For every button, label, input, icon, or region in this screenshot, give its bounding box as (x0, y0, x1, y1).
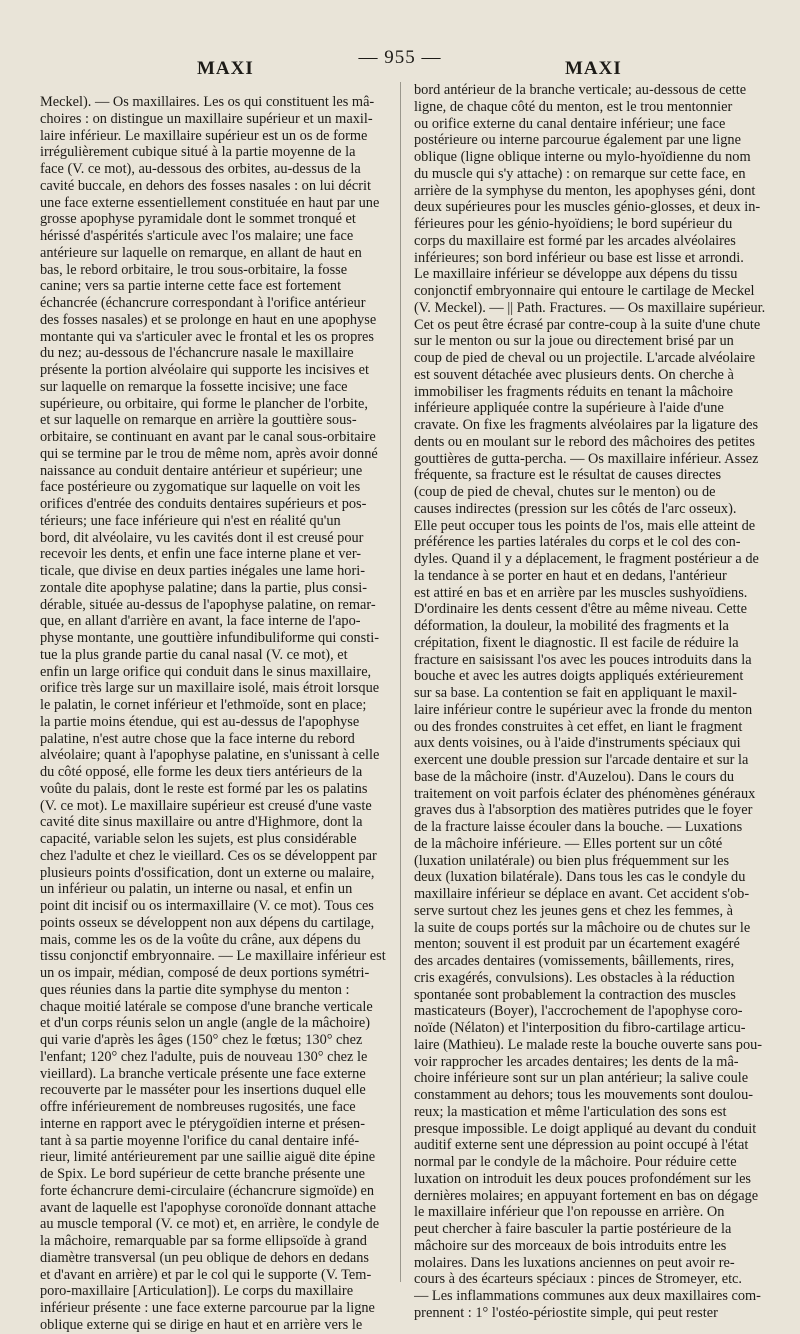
text-line: offre inférieurement de nombreuses rugosités, une face (40, 1099, 356, 1115)
text-line: choires : on distingue un maxillaire supérieur et un maxil- (40, 110, 373, 127)
text-line: de la fracture laisse écouler dans la bouche. — Luxations (414, 819, 743, 835)
text-line: cavité buccale, en dehors des fosses nasales : on lui décrit (40, 177, 371, 194)
text-line: et d'avant en arrière) et par le col qui le supporte (V. Tem- (40, 1266, 372, 1283)
text-line: une face externe essentiellement constituée en haut par une (40, 194, 380, 211)
text-line: luxation on introduit les deux pouces profondément sur les (414, 1170, 752, 1187)
text-line: spontanée sont probablement la contraction des muscles (414, 986, 736, 1003)
text-line: dents ou en moulant sur le rebord des mâchoires des petites (414, 433, 755, 450)
text-line: presque impossible. Le doigt appliqué au devant du conduit (414, 1120, 757, 1137)
text-line: est attiré en bas et en arrière par les muscles sushyoïdiens. (414, 584, 748, 601)
text-line: sur le menton ou sur la joue ou directement brisé par un (414, 333, 734, 350)
text-line: choire inférieure sont sur un plan antérieur; la salive coule (414, 1070, 749, 1087)
left-column (40, 94, 394, 1334)
text-line: cris exagérés, convulsions). Les obstacles à la réduction (414, 969, 735, 986)
text-line: serve surtout chez les jeunes gens et chez les femmes, à (414, 902, 734, 919)
text-line: oblique (ligne oblique interne ou mylo-hyoïdienne du nom (414, 149, 751, 165)
text-line: fracture en saisissant l'os avec les pouces introduits dans la (414, 651, 752, 668)
text-line: — Les inflammations communes aux deux maxillaires com- (414, 1288, 761, 1304)
text-line: inférieures; son bord inférieur ou base est lisse et arrondi. (414, 249, 744, 266)
text-line: des arcades dentaires (vomissements, bâillements, rires, (414, 953, 735, 969)
text-line: un inférieur ou palatin, un interne ou nasal, et enfin un (40, 881, 353, 898)
text-line: hérissé d'aspérités s'articule avec l'os malaire; une face (40, 228, 354, 244)
text-line: inférieur présente : une face externe parcourue par la ligne (40, 1300, 375, 1316)
text-line: alvéolaire; quant à l'apophyse palatine, en s'unissant à celle (40, 747, 380, 764)
text-line: postérieure ou interne parcourue également par une ligne (414, 132, 741, 149)
text-line: fréquente, sa fracture est le résultat de causes directes (414, 467, 722, 484)
text-line: tant à sa partie moyenne l'orifice du canal dentaire infé- (40, 1132, 360, 1149)
text-line: immobiliser les fragments réduits en tenant la mâchoire (414, 383, 734, 400)
text-line: zontale dite apophyse palatine; dans la partie, plus consi- (40, 579, 368, 596)
text-line: supérieure, ou orbitaire, qui forme le plancher de l'orbite, (40, 395, 368, 412)
text-line: orifice très large sur un maxillaire isolé, mais étroit lorsque (40, 680, 380, 697)
text-line: molaires. Dans les luxations anciennes on peut avoir re- (414, 1254, 735, 1271)
text-line: et sur laquelle on remarque en arrière la gouttière sous- (40, 412, 357, 429)
text-line: chaque moitié latérale se compose d'une branche verticale (40, 998, 373, 1015)
text-line: grosse apophyse pyramidale dont le sommet tronqué et (40, 211, 356, 228)
text-line: que, en allant d'arrière en avant, la face interne de l'apo- (40, 613, 361, 630)
text-line: avant de laquelle est l'apophyse coronoïde donnant attache (40, 1199, 376, 1216)
text-line: recevoir les dents, et enfin une face interne plane et ver- (40, 546, 362, 563)
page-number: — 955 — (358, 47, 442, 68)
text-line: D'ordinaire les dents cessent d'être au même niveau. Cette (414, 601, 747, 618)
text-line: Meckel). — Os maxillaires. Les os qui constituent les mâ- (40, 94, 375, 110)
text-line: antérieure sur laquelle on remarque, en allant de haut en (40, 244, 362, 261)
text-line: causes indirectes (pression sur les côtés de l'arc osseux). (414, 500, 737, 517)
text-line: dérable, située au-dessus de l'apophyse palatine, on remar- (40, 596, 376, 613)
running-head-left: MAXI (197, 58, 254, 79)
text-line: voûte du palais, dont le reste est formé par les os palatins (40, 780, 368, 797)
text-line: bouche et avec les autres doigts appliqués extérieurement (414, 668, 744, 685)
text-line: palatine, n'est autre chose que la face interne du rebord (40, 730, 355, 747)
text-line: Elle peut occuper tous les points de l'os, mais elle atteint de (414, 517, 756, 534)
text-line: et d'un corps réunis selon un angle (angle de la mâchoire) (40, 1015, 370, 1032)
text-line: enfin un large orifice qui conduit dans le sinus maxillaire, (40, 663, 372, 680)
text-line: conjonctif embryonnaire qui entoure le cartilage de Meckel (414, 283, 755, 299)
text-line: coup de pied de cheval ou un projectile. L'arcade alvéolaire (414, 350, 756, 366)
text-line: corps du maxillaire est formé par les arcades alvéolaires (414, 232, 736, 249)
text-line: irrégulièrement cubique situé à la partie moyenne de la (40, 144, 356, 161)
text-line: point dit incisif ou os intermaxillaire (V. ce mot). Tous ces (40, 898, 374, 914)
text-line: naissance au conduit dentaire antérieur et supérieur; une (40, 462, 363, 479)
text-line: la mâchoire, remarquable par sa forme ellipsoïde à grand (40, 1233, 367, 1249)
text-line: dernières molaires; en appuyant fortement en bas on dégage (414, 1187, 759, 1204)
text-line: menton; souvent il est produit par un écartement exagéré (414, 936, 740, 953)
text-line: mais, comme les os de la voûte du crâne, aux dépens du (40, 931, 361, 948)
text-line: poro-maxillaire [Articulation]). Le corps du maxillaire (40, 1283, 354, 1300)
text-line: est souvent détachée avec plusieurs dents. On cherche à (414, 366, 734, 383)
text-line: traitement on voit parfois éclater des phénomènes généraux (414, 785, 756, 802)
text-line: exercent une double pression sur l'arcade dentaire et sur la (414, 752, 749, 768)
column-divider (400, 82, 401, 1282)
text-line: constamment au dehors; tous les mouvements sont doulou- (414, 1087, 754, 1103)
text-line: inférieure appliquée contre la supérieure à l'aide d'une (414, 400, 724, 417)
text-line: présente la portion alvéolaire qui supporte les incisives et (40, 362, 370, 378)
text-line: échancrée (échancrure correspondant à l'orifice antérieur (40, 295, 366, 311)
text-line: ticale, que divise en deux parties inégales une lame hori- (40, 563, 366, 579)
text-line: face postérieure ou zygomatique sur laquelle on voit les (40, 479, 361, 496)
text-line: le maxillaire inférieur que l'on repousse en arrière. On (414, 1204, 725, 1221)
text-line: qui varie d'après les âges (150° chez le fœtus; 130° chez (40, 1032, 363, 1048)
text-line: auditif externe sent une dépression au point occupé à l'état (414, 1137, 749, 1154)
text-line: voir rapprocher les arcades dentaires; les dents de la mâ- (414, 1053, 739, 1070)
text-line: des fosses nasales) et se prolonge en haut en une apophyse (40, 311, 377, 328)
text-line: montante qui va s'articuler avec le frontal et les os propres (40, 328, 374, 345)
text-line: un os impair, médian, composé de deux portions symétri- (40, 965, 370, 981)
text-line: la partie moins étendue, qui est au-dessus de l'apophyse (40, 713, 360, 730)
text-line: points osseux se développent non aux dépens du cartilage, (40, 914, 375, 931)
text-line: ou des frondes construites à cet effet, en liant le fragment (414, 718, 743, 735)
text-line: bord, dit alvéolaire, vu les cavités dont il est creusé pour (40, 529, 364, 546)
text-line: ques réunies dans la partie dite symphyse du menton : (40, 981, 350, 998)
text-line: l'enfant; 120° chez l'adulte, puis de nouveau 130° chez le (40, 1048, 368, 1065)
text-line: prennent : 1° l'ostéo-périostite simple, qui peut rester (414, 1304, 718, 1321)
text-line: cravate. On fixe les fragments alvéolaires par la ligature des (414, 417, 759, 433)
text-line: plusieurs points d'ossification, dont un externe ou malaire, (40, 864, 375, 881)
text-line: férieures pour les génio-hyoïdiens; le bord supérieur du (414, 216, 733, 232)
text-line: capacité, variable selon les sujets, est plus considérable (40, 831, 357, 847)
text-line: canine; vers sa partie interne cette face est fortement (40, 278, 342, 295)
text-line: cours à des écarteurs spéciaux : pinces de Stromeyer, etc. (414, 1271, 743, 1288)
text-line: la tendance à se porter en haut et en dedans, l'antérieur (414, 567, 727, 584)
text-line: face (V. ce mot), au-dessous des orbites, au-dessus de la (40, 161, 361, 177)
text-line: deux supérieures pour les muscles génio-glosses, et deux in- (414, 199, 761, 216)
text-line: au muscle temporal (V. ce mot) et, en arrière, le condyle de (40, 1216, 380, 1233)
text-line: recouverte par le masséter pour les insertions duquel elle (40, 1082, 366, 1099)
text-line: tue la plus grande partie du canal nasal (V. ce mot), et (40, 646, 348, 663)
text-line: du côté opposé, elle forme les deux tiers antérieurs de la (40, 764, 363, 780)
text-line: bas, le rebord orbitaire, le trou sous-orbitaire, la fosse (40, 261, 348, 278)
text-line: laire (Mathieu). Le malade reste la bouche ouverte sans pou- (414, 1036, 763, 1053)
text-line: bord antérieur de la branche verticale; au-dessous de cette (414, 82, 747, 98)
text-line: la suite de coups portés sur la mâchoire ou de chutes sur le (414, 919, 751, 936)
text-line: forte échancrure demi-circulaire (échancrure sigmoïde) en (40, 1182, 375, 1199)
text-line: (V. Meckel). — || Path. Fractures. — Os maxillaire supérieur. (414, 299, 766, 316)
text-line: dyles. Quand il y a déplacement, le fragment postérieur a de (414, 551, 759, 567)
text-line: (coup de pied de cheval, chutes sur le menton) ou de (414, 484, 716, 500)
text-line: orbitaire, se continuant en avant par le canal sous-orbitaire (40, 429, 376, 445)
text-line: crépitation, fixent le diagnostic. Il est facile de réduire la (414, 634, 739, 651)
text-line: noïde (Nélaton) et l'interposition du fibro-cartilage articu- (414, 1020, 746, 1036)
text-line: physe montante, une gouttière infundibuliforme qui consti- (40, 630, 379, 646)
text-line: oblique externe qui se dirige en haut et en arrière vers le (40, 1316, 363, 1333)
text-line: diamètre transversal (un peu oblique de dehors en dedans (40, 1249, 369, 1266)
text-line: tissu conjonctif embryonnaire. — Le maxillaire inférieur est (40, 948, 386, 965)
text-line: masticateurs (Boyer), l'accrochement de l'apophyse coro- (414, 1003, 743, 1020)
text-line: sur sa base. La contention se fait en appliquant le maxil- (414, 685, 738, 701)
text-line: de Spix. Le bord supérieur de cette branche présente une (40, 1166, 365, 1182)
text-line: mâchoire sur des morceaux de bois introduits entre les (414, 1237, 727, 1254)
text-line: Le maxillaire inférieur se développe aux dépens du tissu (414, 266, 738, 283)
text-line: préférence les parties latérales du corps et le col des con- (414, 534, 741, 551)
text-line: aux dents voisines, ou à l'aide d'instruments spéciaux qui (414, 735, 741, 752)
text-line: vieillard). La branche verticale présente une face externe (40, 1065, 366, 1082)
text-line: gouttières de gutta-percha. — Os maxillaire inférieur. Assez (414, 450, 759, 467)
text-line: peut chercher à faire basculer la partie postérieure de la (414, 1221, 732, 1237)
text-line: sur laquelle on remarque la fossette incisive; une face (40, 378, 348, 395)
text-line: de la mâchoire inférieure. — Elles portent sur un côté (414, 835, 723, 852)
text-line: déformation, la douleur, la mobilité des fragments et la (414, 618, 729, 634)
text-line: normal par le condyle de la mâchoire. Pour réduire cette (414, 1154, 737, 1170)
text-line: laire inférieur contre le supérieur avec la fronde du menton (414, 701, 753, 718)
text-line: arrière de la symphyse du menton, les apophyses géni, dont (414, 182, 756, 199)
text-line: graves dus à l'absorption des matières putrides que le foyer (414, 802, 753, 819)
text-line: laire inférieur. Le maxillaire supérieur est un os de forme (40, 127, 368, 144)
text-line: rieur, limité antérieurement par une saillie aiguë dite épine (40, 1149, 376, 1166)
right-column (414, 82, 782, 1322)
text-line: ligne, de chaque côté du menton, est le trou mentonnier (414, 98, 733, 115)
text-line: térieurs; une face inférieure qui n'est en réalité qu'un (40, 512, 341, 529)
text-line: chez l'adulte et chez le vieillard. Ces os se développent par (40, 847, 377, 864)
running-head-right: MAXI (565, 58, 622, 79)
text-line: (V. ce mot). Le maxillaire supérieur est creusé d'une vaste (40, 797, 372, 814)
text-line: du muscle qui s'y attache) : on remarque sur cette face, en (414, 165, 746, 182)
text-line: deux (luxation bilatérale). Dans tous les cas le condyle du (414, 869, 746, 886)
text-line: reux; la mastication et même l'articulation des sons est (414, 1103, 727, 1120)
text-line: du nez; au-dessous de l'échancrure nasale le maxillaire (40, 345, 354, 362)
text-line: base de la mâchoire (instr. d'Auzelou). Dans le cours du (414, 768, 735, 785)
text-line: maxillaire inférieur se déplace en avant. Cet accident s'ob- (414, 886, 750, 902)
text-line: Cet os peut être écrasé par contre-coup à la suite d'une chute (414, 316, 761, 333)
text-line: ou orifice externe du canal dentaire inférieur; une face (414, 115, 726, 132)
text-line: cavité dite sinus maxillaire ou antre d'Highmore, dont la (40, 814, 363, 831)
text-line: orifices d'entrée des conduits dentaires supérieurs et pos- (40, 496, 367, 512)
text-line: (luxation unilatérale) ou bien plus fréquemment sur les (414, 852, 730, 869)
text-line: le palatin, le cornet inférieur et l'ethmoïde, sont en place; (40, 697, 367, 713)
text-line: interne en rapport avec le ptérygoïdien interne et présen- (40, 1115, 365, 1132)
text-line: qui se termine par le trou de même nom, après avoir donné (40, 445, 378, 462)
